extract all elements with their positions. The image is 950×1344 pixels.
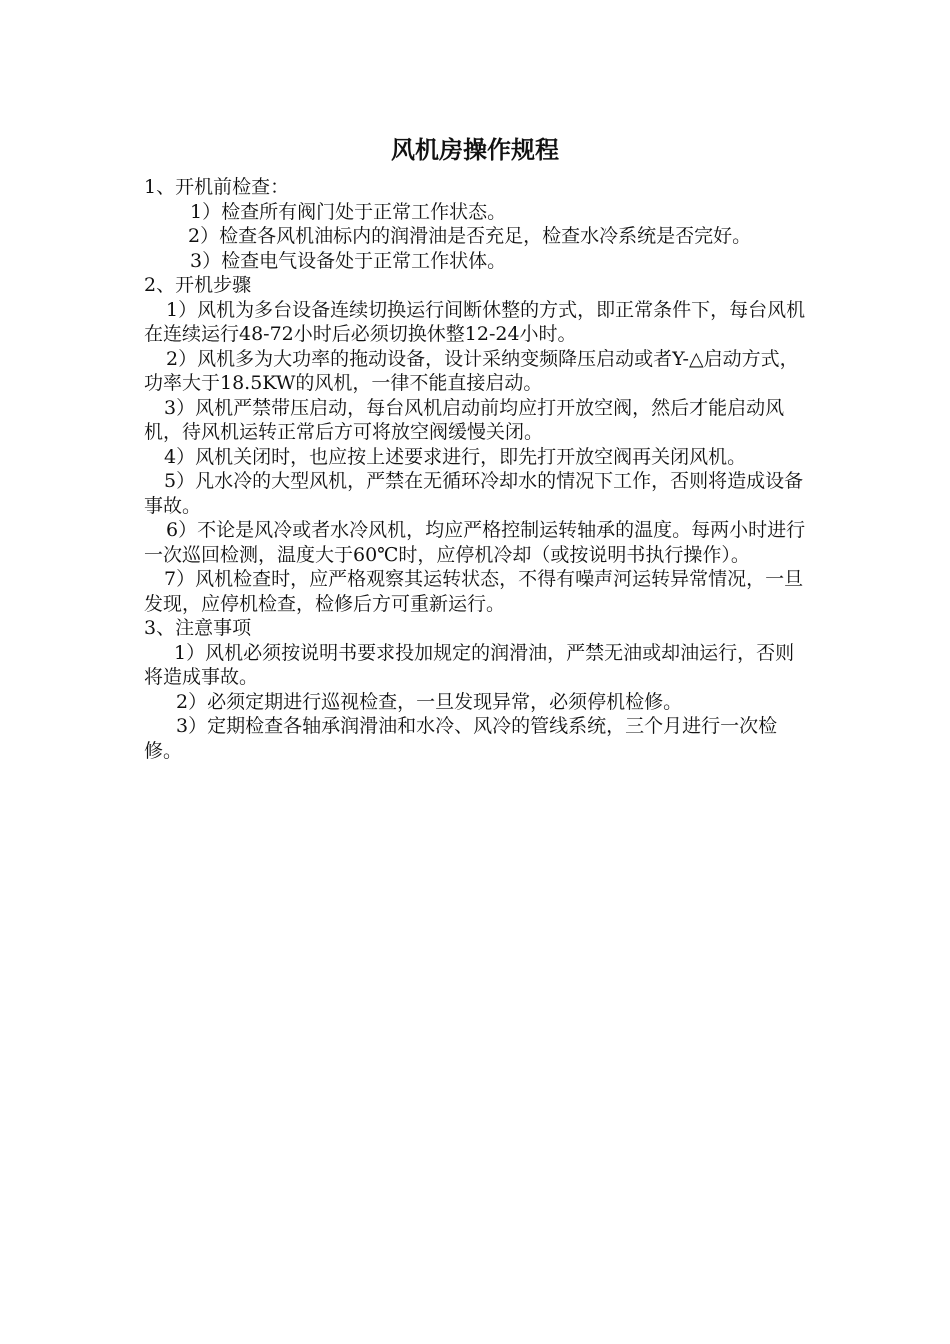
paragraph: 3）定期检查各轴承润滑油和水冷、风冷的管线系统，三个月进行一次检修。: [144, 715, 778, 762]
paragraph: 2）检查各风机油标内的润滑油是否充足，检查水冷系统是否完好。: [188, 225, 752, 247]
paragraph: 5）凡水冷的大型风机，严禁在无循环冷却水的情况下工作，否则将造成设备事故。: [144, 470, 804, 517]
section-heading-precautions: 3、注意事项: [144, 617, 252, 639]
paragraph: 3）风机严禁带压启动，每台风机启动前均应打开放空阀，然后才能启动风机，待风机运转正常后方可将放空阀缓慢关闭。: [144, 396, 785, 443]
paragraph: 6）不论是风冷或者水冷风机，均应严格控制运转轴承的温度。每两小时进行一次巡回检测，温度大于60℃时，应停机冷却（或按说明书执行操作）。: [144, 519, 806, 566]
paragraph: 7）风机检查时，应严格观察其运转状态，不得有噪声河运转异常情况，一旦发现，应停机检查，检修后方可重新运行。: [144, 568, 804, 615]
paragraph: 1）风机为多台设备连续切换运行间断休整的方式，即正常条件下，每台风机在连续运行48-72小时后必须切换休整12-24小时。: [144, 298, 806, 345]
document-body: [144, 175, 808, 763]
paragraph: 1）风机必须按说明书要求投加规定的润滑油，严禁无油或却油运行，否则将造成事故。: [144, 641, 795, 688]
paragraph: 3）检查电气设备处于正常工作状体。: [190, 249, 507, 272]
paragraph: 1）检查所有阀门处于正常工作状态。: [190, 200, 507, 223]
paragraph: 4）风机关闭时，也应按上述要求进行，即先打开放空阀再关闭风机。: [164, 445, 747, 468]
document-title: 风机房操作规程: [391, 135, 559, 164]
paragraph: 2）风机多为大功率的拖动设备，设计采纳变频降压启动或者Y-△启动方式，功率大于18.5KW的风机，一律不能直接启动。: [144, 347, 799, 394]
section-heading-pre-start-check: 1、开机前检查：: [144, 176, 290, 198]
section-heading-startup-steps: 2、开机步骤: [144, 274, 252, 296]
paragraph: 2）必须定期进行巡视检查，一旦发现异常，必须停机检修。: [176, 690, 683, 713]
